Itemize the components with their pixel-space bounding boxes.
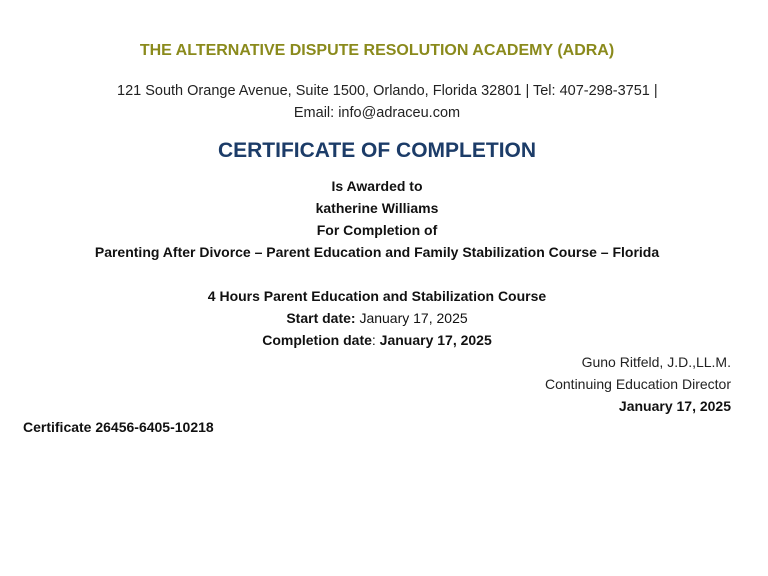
start-date-value: January 17, 2025	[359, 310, 468, 326]
certificate-number: Certificate 26456-6405-10218	[23, 419, 214, 435]
start-date-row	[0, 310, 754, 326]
awarded-to-label: Is Awarded to	[331, 178, 423, 194]
signatory-title: Continuing Education Director	[545, 376, 731, 392]
completion-date-separator: :	[371, 332, 380, 348]
completion-date-value: January 17, 2025	[379, 332, 492, 348]
start-date-label: Start date:	[286, 310, 356, 326]
completion-date-row	[0, 332, 754, 348]
certificate-title: CERTIFICATE OF COMPLETION	[217, 139, 537, 162]
signatory-name: Guno Ritfeld, J.D.,LL.M.	[581, 354, 731, 370]
hours-line: 4 Hours Parent Education and Stabilization Course	[207, 288, 547, 304]
course-name: Parenting After Divorce – Parent Education and Family Stabilization Course – Florida	[94, 244, 660, 260]
completion-date-label: Completion date	[262, 332, 372, 348]
academy-name: THE ALTERNATIVE DISPUTE RESOLUTION ACADEMY (ADRA)	[139, 42, 615, 59]
recipient-name: katherine Williams	[315, 200, 439, 216]
signature-date: January 17, 2025	[618, 398, 731, 414]
email-line: Email: info@adraceu.com	[293, 105, 461, 121]
for-completion-label: For Completion of	[316, 222, 438, 238]
address-line: 121 South Orange Avenue, Suite 1500, Orlando, Florida 32801 | Tel: 407-298-3751 |	[117, 83, 658, 99]
